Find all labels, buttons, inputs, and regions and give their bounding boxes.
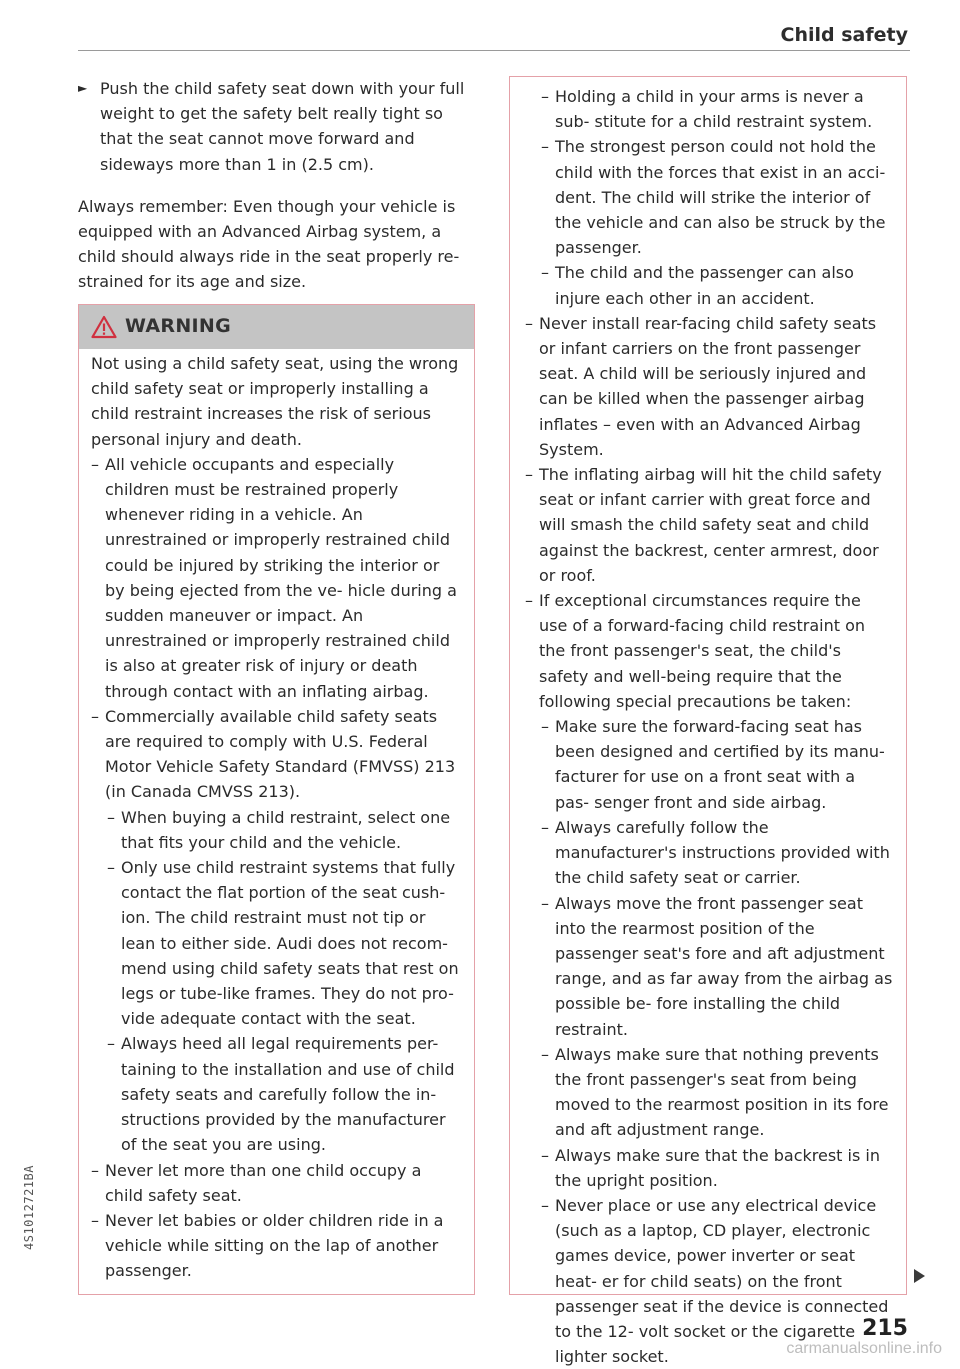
warning-box (78, 304, 475, 1295)
dash-bullet: – (91, 1160, 99, 1180)
list-item (525, 714, 894, 815)
list-item-text: All vehicle occupants and especially children must be restrained properly whenever riding in a vehicle. An unrestrained or improperly restrained child could be injured by striking the interior or by being ejected from the ve- hicle during a sudden maneuver or impact. An unrestrained or improperly restrained child is also at greater risk of injury or death through contact with an inflating airbag. (105, 454, 457, 701)
warning-list (91, 452, 462, 1284)
warning-triangle-icon (91, 315, 117, 339)
list-item (525, 1042, 894, 1143)
dash-bullet: – (541, 1145, 549, 1165)
list-item (91, 855, 462, 1031)
list-item (91, 805, 462, 855)
list-item-text: Never let babies or older children ride in a vehicle while sitting on the lap of another passenger. (105, 1210, 444, 1281)
list-item (525, 84, 894, 134)
page-number: 215 (862, 1316, 908, 1341)
reminder-paragraph: Always remember: Even though your vehicle is equipped with an Advanced Airbag system, a child should always ride in the seat properly re- strained for its age and size. (78, 196, 460, 292)
list-item (525, 311, 894, 462)
list-item-text: Make sure the forward-facing seat has been designed and certified by its manu- facturer for use on a front seat with a pas- senger front and side airbag. (555, 717, 885, 812)
list-item-text: Always heed all legal requirements per- taining to the installation and use of child safety seats and carefully follow the in- structions provided by the manufacturer of the seat you are using. (121, 1034, 455, 1155)
dash-bullet: – (541, 1195, 549, 1215)
list-item (525, 134, 894, 260)
instruction-text: Push the child safety seat down with your full weight to get the safety belt really tight so that the seat cannot move forward and sideways more than 1 in (2.5 cm). (100, 79, 465, 174)
dash-bullet: – (541, 817, 549, 837)
dash-bullet: – (107, 1034, 115, 1054)
left-column (78, 76, 478, 295)
list-item (91, 704, 462, 805)
list-item (525, 462, 894, 588)
list-item (525, 1143, 894, 1193)
list-item-text: Always move the front passenger seat into the rearmost position of the passenger seat's fore and aft adjustment range, and as far away from the airbag as possible be- fore installing the child restraint. (555, 893, 893, 1039)
list-item (525, 815, 894, 891)
list-item (91, 1158, 462, 1208)
list-item-text: Holding a child in your arms is never a sub- stitute for a child restraint system. (555, 87, 873, 132)
list-item (525, 891, 894, 1042)
list-item-text: The strongest person could not hold the child with the forces that exist in an acci- dent. The child will strike the interior of the vehicle and can also be struck by the passenger. (555, 137, 886, 258)
warning-intro: Not using a child safety seat, using the wrong child safety seat or improperly installing a child restraint increases the risk of serious personal injury and death. (91, 354, 459, 449)
dash-bullet: – (541, 137, 549, 157)
dash-bullet: – (541, 87, 549, 106)
list-item-text: Never place or use any electrical device (such as a laptop, CD player, electronic games device, power inverter or seat heat- er for child seats) on the front passenger seat if the device is connected to the 12- volt socket or the cigarette lighter socket. (555, 1195, 889, 1367)
dash-bullet: – (107, 807, 115, 827)
instruction-bullet (78, 76, 478, 177)
list-item-text: Always make sure that the backrest is in the upright position. (555, 1145, 880, 1190)
header-rule (78, 50, 910, 51)
list-item (91, 1031, 462, 1157)
list-item-text: The inflating airbag will hit the child safety seat or infant carrier with great force and will smash the child safety seat and child against the backrest, center armrest, door or roof. (539, 465, 882, 585)
dash-bullet: – (541, 717, 549, 737)
dash-bullet: – (91, 1210, 99, 1230)
right-list (525, 84, 894, 1369)
dash-bullet: – (107, 858, 115, 878)
dash-bullet: – (525, 313, 533, 333)
list-item (525, 260, 894, 310)
watermark: carmanualsonline.info (786, 1340, 942, 1357)
list-item-text: When buying a child restraint, select one that fits your child and the vehicle. (121, 807, 451, 852)
list-item-text: Never let more than one child occupy a child safety seat. (105, 1160, 422, 1205)
list-item (525, 588, 894, 714)
continue-arrow-icon (914, 1269, 925, 1283)
bullet-triangle-icon: ► (78, 81, 88, 95)
list-item-text: Only use child restraint systems that fully contact the flat portion of the seat cush- ion. The child restraint must not tip or lean to either side. Audi does not recom- mend using child safety seats that rest on legs or tube-like frames. They do not pro- vide adequate contact with the seat. (121, 858, 459, 1029)
list-item-text: If exceptional circumstances require the use of a forward-facing child restraint on the front passenger's seat, the child's safety and well-being require that the following special precautions be taken: (539, 591, 865, 711)
warning-header (79, 305, 474, 349)
dash-bullet: – (91, 454, 99, 474)
section-title: Child safety (780, 24, 908, 46)
list-item-text: The child and the passenger can also injure each other in an accident. (555, 263, 854, 308)
dash-bullet: – (525, 465, 533, 485)
list-item-text: Commercially available child safety seats are required to comply with U.S. Federal Motor Vehicle Safety Standard (FMVSS) 213 (in Canada CMVSS 213). (105, 706, 456, 802)
dash-bullet: – (541, 1044, 549, 1064)
list-item (91, 1208, 462, 1284)
dash-bullet: – (541, 263, 549, 283)
warning-title: WARNING (125, 315, 232, 338)
list-item-text: Never install rear-facing child safety seats or infant carriers on the front passenger seat. A child will be seriously injured and can be killed when the passenger airbag inflates – even with an Advanced Airbag System. (539, 313, 877, 459)
list-item-text: Always carefully follow the manufacturer's instructions provided with the child safety seat or carrier. (555, 817, 890, 888)
list-item (91, 452, 462, 704)
warning-body (79, 349, 474, 1294)
dash-bullet: – (525, 591, 533, 611)
document-code: 4S1012721BA (22, 1165, 36, 1250)
dash-bullet: – (91, 706, 99, 726)
list-item-text: Always make sure that nothing prevents the front passenger's seat from being moved to the rearmost position in its fore and aft adjustment range. (555, 1044, 889, 1140)
dash-bullet: – (541, 893, 549, 913)
